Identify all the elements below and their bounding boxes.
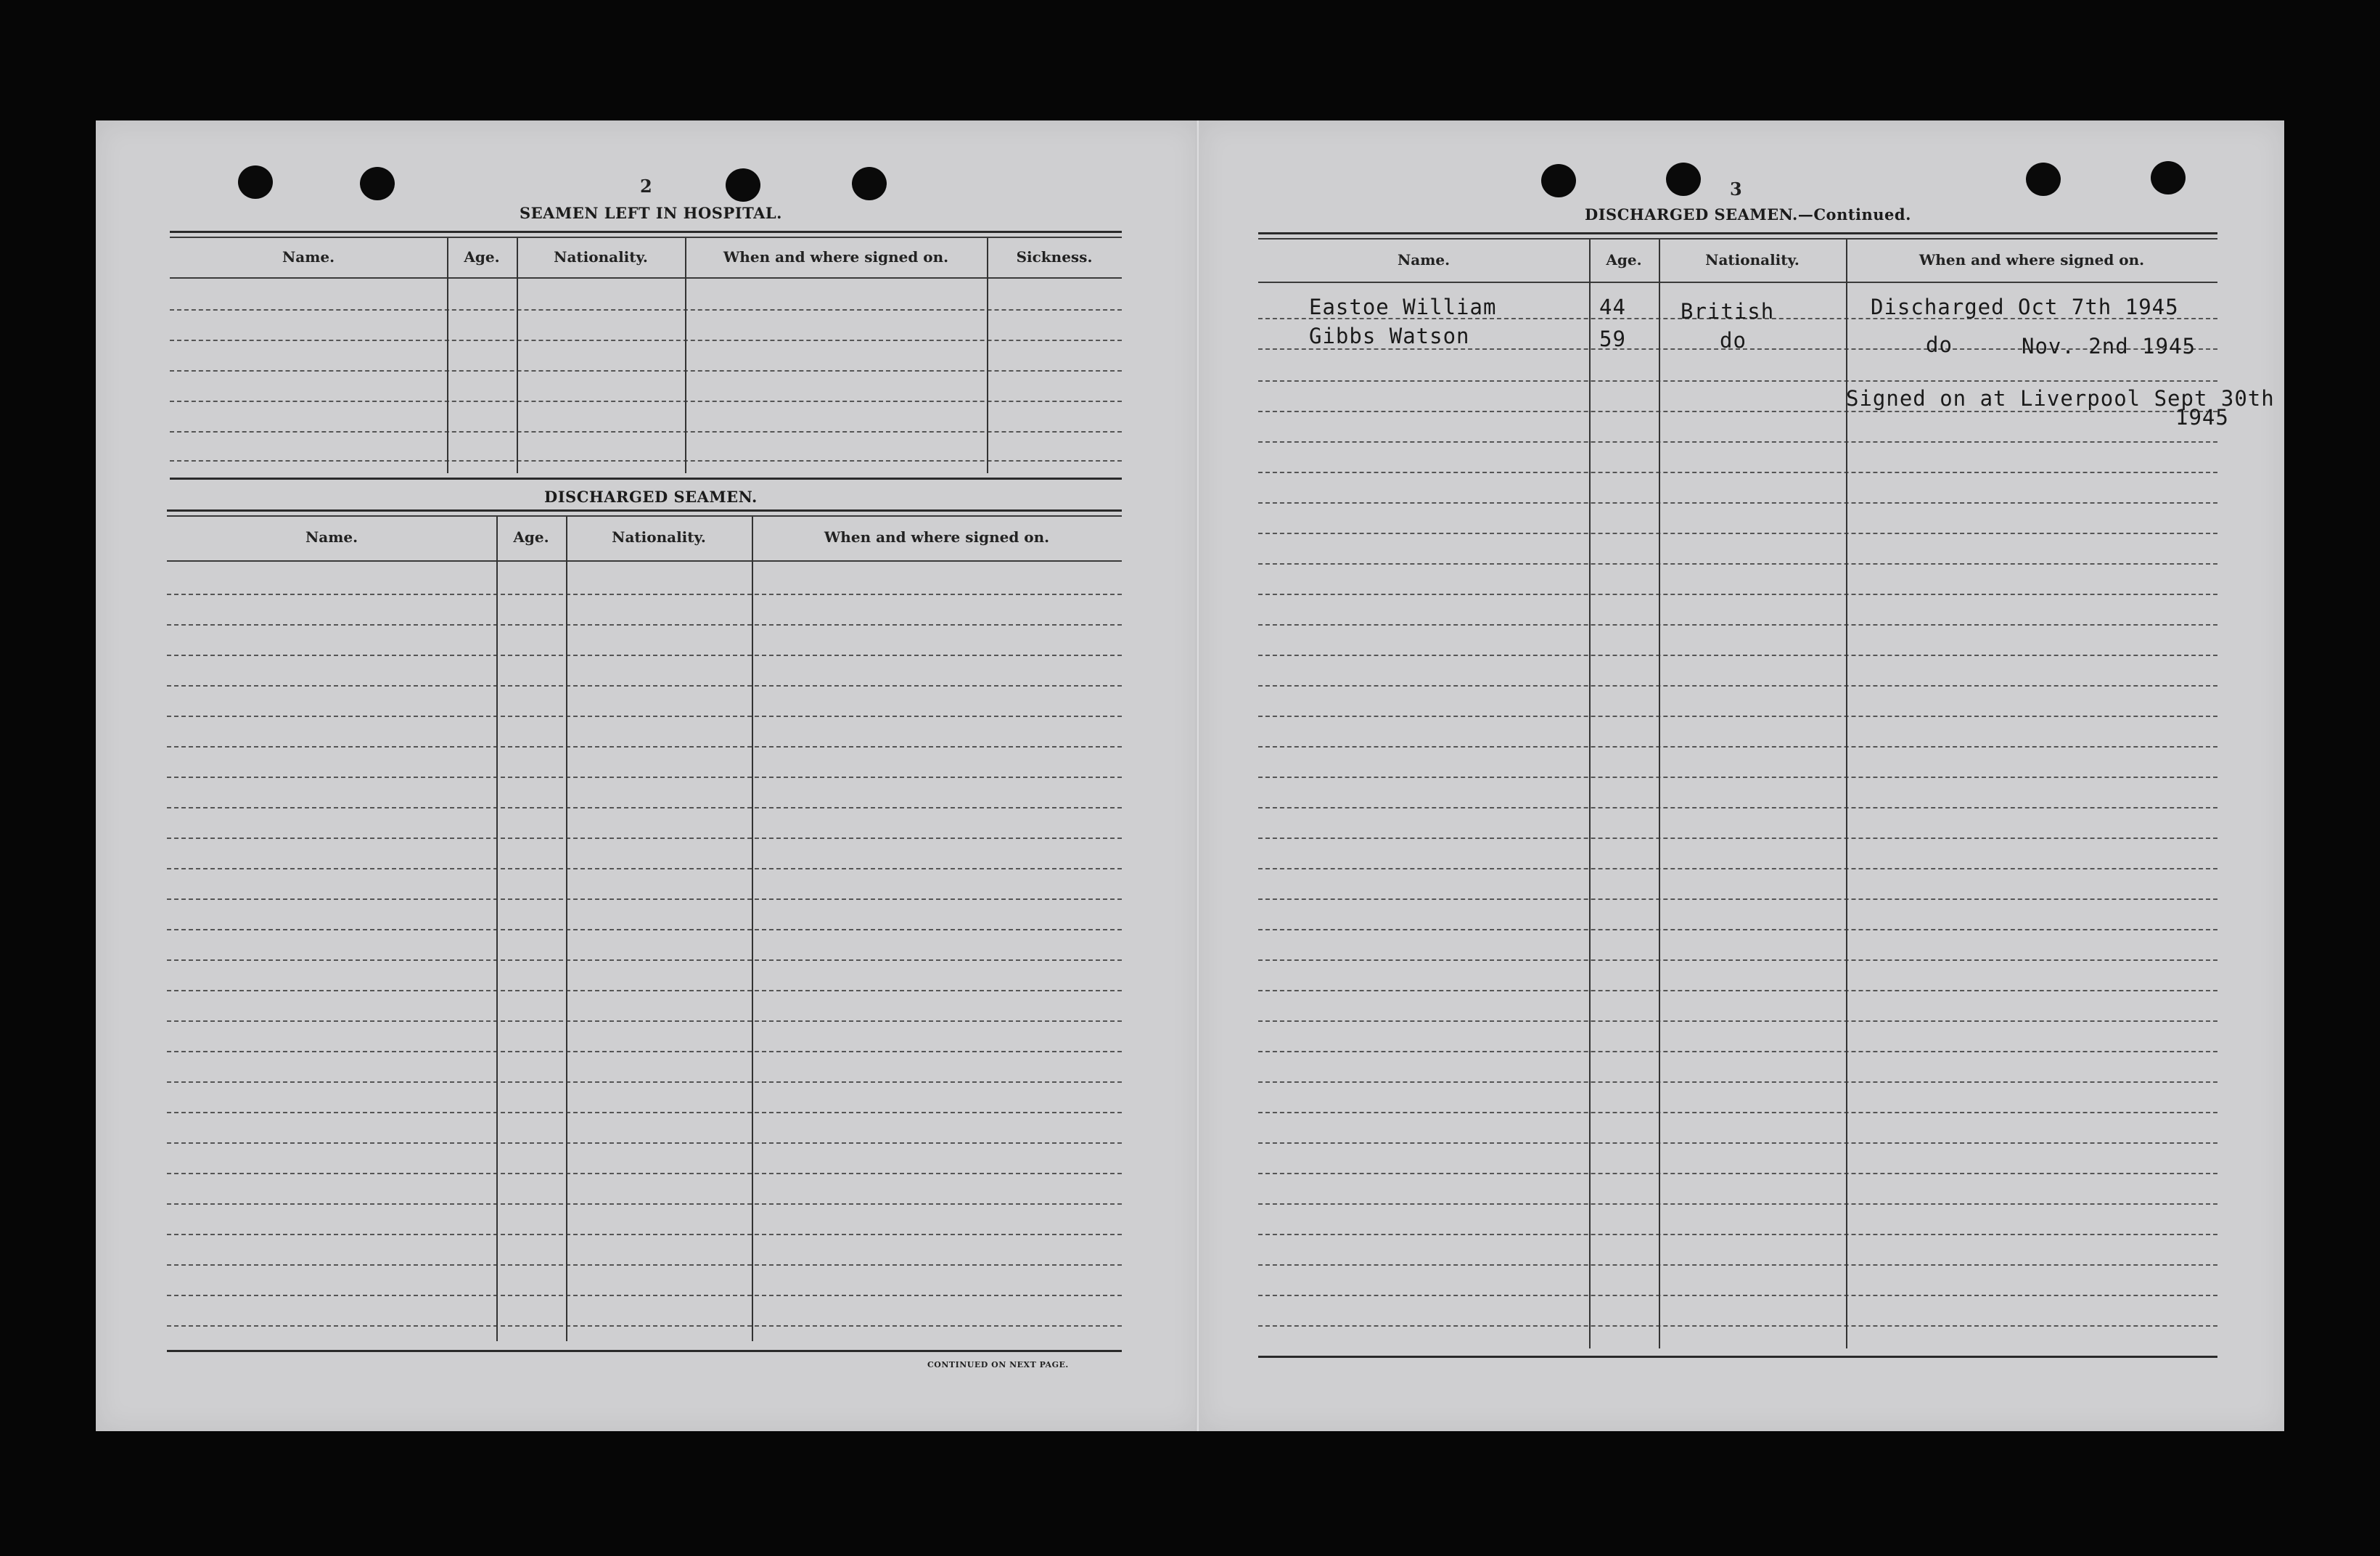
punch-hole-5: [1541, 164, 1576, 197]
column-header-name: Name.: [282, 248, 335, 266]
entry-age: 44: [1599, 295, 1626, 319]
column-header-age: Age.: [513, 528, 549, 546]
column-header-name: Name.: [1397, 251, 1450, 269]
column-header-age: Age.: [464, 248, 500, 266]
page-number-right: 3: [1730, 179, 1742, 200]
punch-hole-3: [726, 168, 760, 202]
column-header-age: Age.: [1606, 251, 1642, 269]
entry-nationality: British: [1681, 299, 1775, 324]
punch-hole-6: [1666, 163, 1701, 196]
column-header-signed-on: When and where signed on.: [723, 248, 949, 266]
signed-on-note-year: 1945: [2175, 405, 2229, 430]
column-header-signed-on: When and where signed on.: [824, 528, 1050, 546]
discharged-section-title: DISCHARGED SEAMEN.: [544, 488, 758, 506]
punch-hole-7: [2026, 163, 2061, 196]
column-header-nationality: Nationality.: [554, 248, 648, 266]
page-number-left: 2: [640, 176, 652, 197]
entry-signed-ditto: do: [1926, 332, 1953, 357]
column-header-signed-on: When and where signed on.: [1919, 251, 2145, 269]
hospital-section-title: SEAMEN LEFT IN HOSPITAL.: [520, 204, 782, 222]
punch-hole-4: [852, 167, 887, 200]
entry-name: Gibbs Watson: [1309, 324, 1470, 348]
punch-hole-1: [238, 165, 273, 199]
entry-nationality: do: [1720, 328, 1747, 353]
discharged-table-left: [167, 509, 1122, 1351]
entry-signed-on: Discharged Oct 7th 1945: [1871, 295, 2179, 319]
continued-footnote: CONTINUED ON NEXT PAGE.: [927, 1360, 1069, 1369]
discharged-continued-title: DISCHARGED SEAMEN.—Continued.: [1585, 205, 1911, 224]
column-header-nationality: Nationality.: [1705, 251, 1800, 269]
column-header-sickness: Sickness.: [1016, 248, 1093, 266]
entry-age: 59: [1599, 327, 1626, 351]
column-header-nationality: Nationality.: [612, 528, 706, 546]
punch-hole-2: [360, 167, 395, 200]
punch-hole-8: [2151, 161, 2186, 194]
entry-name: Eastoe William: [1309, 295, 1497, 319]
hospital-table: [170, 231, 1122, 478]
signed-on-note: Signed on at Liverpool Sept 30th: [1846, 386, 2275, 411]
column-header-name: Name.: [305, 528, 358, 546]
entry-signed-on: Nov. 2nd 1945: [2022, 334, 2196, 359]
